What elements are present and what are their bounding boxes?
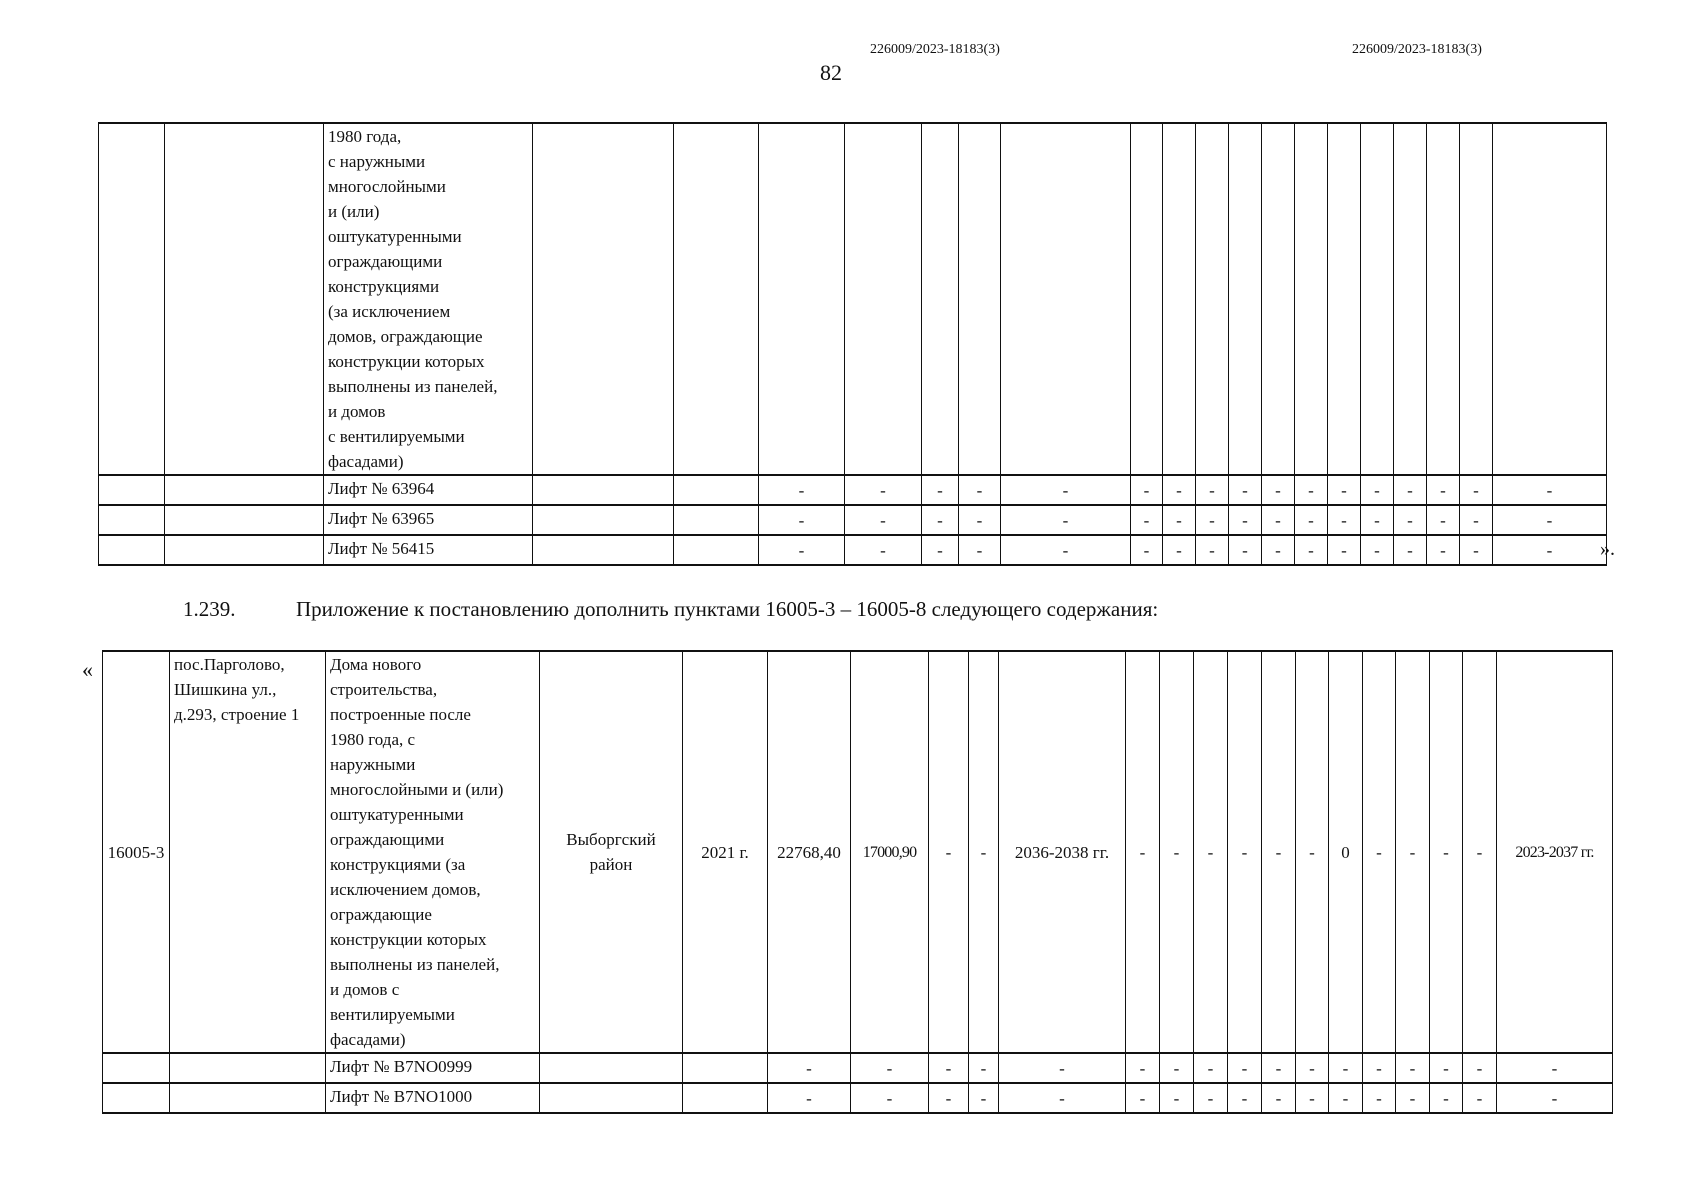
table-cell: - <box>1196 505 1229 535</box>
empty-cell <box>533 123 674 475</box>
empty-cell <box>1262 123 1295 475</box>
table-cell: - <box>1463 1083 1497 1113</box>
table-cell: - <box>1328 475 1361 505</box>
table-cell: - <box>1229 505 1262 535</box>
table-cell: - <box>1262 651 1296 1053</box>
table-cell: - <box>922 505 959 535</box>
table-cell: - <box>1363 1083 1396 1113</box>
table-cell: - <box>1295 475 1328 505</box>
table-cell: - <box>1497 1053 1613 1083</box>
table-cell: - <box>1396 651 1430 1053</box>
empty-cell <box>533 505 674 535</box>
lift-name: Лифт № 63964 <box>324 475 533 505</box>
table-cell: - <box>959 475 1001 505</box>
table-cell: - <box>1194 1053 1228 1083</box>
description-row <box>99 123 1607 475</box>
table-cell: - <box>1295 535 1328 565</box>
table-cell: - <box>1296 1053 1329 1083</box>
empty-cell <box>540 1083 683 1113</box>
table-cell: - <box>1126 651 1160 1053</box>
table-cell: - <box>1262 535 1295 565</box>
table-cell: - <box>1194 651 1228 1053</box>
table-cell: - <box>1460 505 1493 535</box>
table-cell: - <box>1131 505 1163 535</box>
table-cell: - <box>845 475 922 505</box>
table-cell: - <box>1493 505 1607 535</box>
empty-cell <box>959 123 1001 475</box>
building-description: 1980 года, с наружными многослойными и (или) оштукатуренными ограждающими конструкциями (за исключением домов, ограждающие конструкции которых выполнены из панелей, и домов с вентилируемыми фасадами) <box>324 123 533 475</box>
empty-cell <box>683 1083 768 1113</box>
table-cell: - <box>929 1083 969 1113</box>
empty-cell <box>170 1083 326 1113</box>
table-cell: - <box>922 535 959 565</box>
empty-cell <box>99 505 165 535</box>
empty-cell <box>540 1053 683 1083</box>
row-id: 16005-3 <box>103 651 170 1053</box>
empty-cell <box>165 535 324 565</box>
table-cell: - <box>1427 475 1460 505</box>
lift-name: Лифт № В7NO1000 <box>326 1083 540 1113</box>
table-cell: - <box>1229 475 1262 505</box>
table-cell: - <box>1001 475 1131 505</box>
table-cell: - <box>1160 651 1194 1053</box>
table-cell: - <box>1296 651 1329 1053</box>
empty-cell <box>1196 123 1229 475</box>
table-cell: - <box>1228 1083 1262 1113</box>
table-cell: - <box>1328 535 1361 565</box>
table-cell: - <box>999 1053 1126 1083</box>
table-cell: - <box>1126 1083 1160 1113</box>
empty-cell <box>1131 123 1163 475</box>
table-cell: - <box>759 535 845 565</box>
empty-cell <box>99 475 165 505</box>
table-cell: - <box>1329 1083 1363 1113</box>
empty-cell <box>1493 123 1607 475</box>
item-text: Приложение к постановлению дополнить пунктами 16005-3 – 16005-8 следующего содержания: <box>296 597 1159 621</box>
table-cell: - <box>1163 505 1196 535</box>
lift-name: Лифт № В7NO0999 <box>326 1053 540 1083</box>
table-cell: - <box>1228 1053 1262 1083</box>
table-cell: - <box>759 475 845 505</box>
table-cell: - <box>969 1083 999 1113</box>
empty-cell <box>1295 123 1328 475</box>
area-living-cell: 17000,90 <box>851 651 929 1053</box>
table-cell: - <box>1296 1083 1329 1113</box>
empty-cell <box>674 475 759 505</box>
table-cell: - <box>929 651 969 1053</box>
table-cell: - <box>1126 1053 1160 1083</box>
table-cell: - <box>1396 1053 1430 1083</box>
table-cell: - <box>768 1083 851 1113</box>
building-description: Дома нового строительства, построенные после 1980 года, с наружными многослойными и (или) оштукатуренными ограждающими конструкциями (за исключением домов, ограждающие конструкции которых выполнены из панелей, и домов с вентилируемыми фасадами) <box>326 651 540 1053</box>
table-cell: - <box>1196 535 1229 565</box>
empty-cell <box>1427 123 1460 475</box>
table-cell: - <box>1329 1053 1363 1083</box>
empty-cell <box>1361 123 1394 475</box>
table-cell: - <box>1460 535 1493 565</box>
table-cell: - <box>1361 505 1394 535</box>
table-cell: - <box>1262 505 1295 535</box>
empty-cell <box>165 123 324 475</box>
table-cell: - <box>922 475 959 505</box>
table-cell: - <box>1262 475 1295 505</box>
table-cell: - <box>999 1083 1126 1113</box>
table-cell: - <box>1361 535 1394 565</box>
table-cell: - <box>1361 475 1394 505</box>
document-code: 226009/2023-18183(3) <box>870 42 1000 57</box>
table-cell: - <box>1229 535 1262 565</box>
table-cell: - <box>1131 475 1163 505</box>
empty-cell <box>103 1083 170 1113</box>
table-cell: - <box>1427 505 1460 535</box>
table-cell: - <box>1463 651 1497 1053</box>
page-number: 82 <box>820 60 842 85</box>
table-cell: - <box>1001 505 1131 535</box>
table-cell: - <box>845 535 922 565</box>
table-cell: - <box>1163 475 1196 505</box>
lift-name: Лифт № 63965 <box>324 505 533 535</box>
lift-row <box>99 505 1607 535</box>
table-cell: - <box>1430 651 1463 1053</box>
table-cell: 0 <box>1329 651 1363 1053</box>
continuation-table <box>98 122 1607 566</box>
lift-name: Лифт № 56415 <box>324 535 533 565</box>
empty-cell <box>165 505 324 535</box>
table-cell: - <box>1396 1083 1430 1113</box>
table-cell: - <box>768 1053 851 1083</box>
closing-quote: ». <box>1600 538 1615 560</box>
table-cell: - <box>1160 1053 1194 1083</box>
addition-table <box>102 650 1613 1114</box>
table-cell: - <box>1394 475 1427 505</box>
table-cell: - <box>1262 1053 1296 1083</box>
lift-row <box>99 535 1607 565</box>
table-cell: - <box>1394 535 1427 565</box>
table-cell: - <box>1363 1053 1396 1083</box>
table-cell: - <box>1363 651 1396 1053</box>
table-cell: - <box>959 505 1001 535</box>
table-cell: - <box>1295 505 1328 535</box>
empty-cell <box>103 1053 170 1083</box>
empty-cell <box>170 1053 326 1083</box>
table-cell: - <box>1163 535 1196 565</box>
table-cell: - <box>1131 535 1163 565</box>
lift-row <box>103 1053 1613 1083</box>
table-cell: - <box>759 505 845 535</box>
table-cell: - <box>1430 1053 1463 1083</box>
table-cell: - <box>929 1053 969 1083</box>
empty-cell <box>674 535 759 565</box>
empty-cell <box>674 123 759 475</box>
area-total-cell: 22768,40 <box>768 651 851 1053</box>
table-cell: - <box>1493 475 1607 505</box>
table-cell: - <box>851 1053 929 1083</box>
table-cell: - <box>1196 475 1229 505</box>
table-cell: - <box>1497 1083 1613 1113</box>
empty-cell <box>99 535 165 565</box>
empty-cell <box>922 123 959 475</box>
district-cell: Выборгский район <box>540 651 683 1053</box>
table-cell: - <box>1262 1083 1296 1113</box>
table-cell: - <box>851 1083 929 1113</box>
empty-cell <box>99 123 165 475</box>
table-cell: - <box>969 1053 999 1083</box>
empty-cell <box>1460 123 1493 475</box>
table-cell: - <box>1001 535 1131 565</box>
table-cell: - <box>969 651 999 1053</box>
table-cell: - <box>1493 535 1607 565</box>
empty-cell <box>759 123 845 475</box>
table-cell: - <box>845 505 922 535</box>
table-cell: - <box>1427 535 1460 565</box>
empty-cell <box>683 1053 768 1083</box>
empty-cell <box>533 475 674 505</box>
table-cell: - <box>1160 1083 1194 1113</box>
empty-cell <box>845 123 922 475</box>
address-cell: пос.Парголово, Шишкина ул., д.293, строение 1 <box>170 651 326 1053</box>
empty-cell <box>674 505 759 535</box>
lift-row <box>99 475 1607 505</box>
year-cell: 2021 г. <box>683 651 768 1053</box>
table-cell: - <box>1328 505 1361 535</box>
document-code-right: 226009/2023-18183(3) <box>1352 42 1482 57</box>
empty-cell <box>1001 123 1131 475</box>
table-cell: - <box>1394 505 1427 535</box>
table-cell: - <box>1194 1083 1228 1113</box>
empty-cell <box>1394 123 1427 475</box>
empty-cell <box>1163 123 1196 475</box>
table-row <box>103 651 1613 1053</box>
table-cell: - <box>1463 1053 1497 1083</box>
period2-cell: 2023-2037 гг. <box>1497 651 1613 1053</box>
table-cell: - <box>959 535 1001 565</box>
empty-cell <box>1328 123 1361 475</box>
lift-row <box>103 1083 1613 1113</box>
opening-quote: « <box>82 657 93 682</box>
item-number: 1.239. <box>183 597 236 621</box>
empty-cell <box>533 535 674 565</box>
empty-cell <box>165 475 324 505</box>
table-cell: - <box>1460 475 1493 505</box>
table-cell: - <box>1228 651 1262 1053</box>
table-cell: - <box>1430 1083 1463 1113</box>
period-cell: 2036-2038 гг. <box>999 651 1126 1053</box>
empty-cell <box>1229 123 1262 475</box>
